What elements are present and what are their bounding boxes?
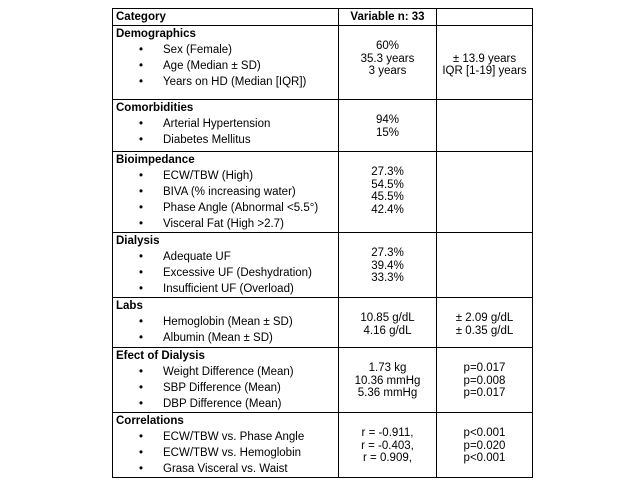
section-category-cell xyxy=(113,298,339,348)
bullet-icon: • xyxy=(139,316,144,328)
list-item xyxy=(113,249,338,265)
section-item-list xyxy=(113,168,338,232)
value-text: 33.3% xyxy=(371,272,404,285)
bullet-icon: • xyxy=(139,251,144,263)
section-value-cell xyxy=(339,26,437,100)
value-text: 10.85 g/dL xyxy=(360,312,415,324)
item-label: BIVA (% increasing water) xyxy=(163,186,296,198)
value-text: 3 years xyxy=(368,65,407,78)
section-row-labs xyxy=(113,298,533,348)
section-title: Bioimpedance xyxy=(116,154,195,166)
value-text: r = -0.403, xyxy=(361,439,414,452)
value-text: 54.5% xyxy=(371,178,404,191)
section-value-cell xyxy=(339,413,437,478)
list-item xyxy=(113,461,338,477)
list-item xyxy=(113,364,338,380)
section-category-cell xyxy=(113,233,339,298)
bullet-icon: • xyxy=(139,398,144,410)
item-label: DBP Difference (Mean) xyxy=(163,398,282,410)
item-label: Albumin (Mean ± SD) xyxy=(163,332,273,344)
bullet-icon: • xyxy=(139,431,144,443)
section-title: Correlations xyxy=(116,415,184,427)
value-text: 10.36 mmHg xyxy=(354,374,421,387)
value-text: r = -0.911, xyxy=(361,427,414,439)
section-title: Labs xyxy=(116,300,143,312)
item-label: Diabetes Mellitus xyxy=(163,134,251,146)
section-category-cell xyxy=(113,100,339,152)
item-label: ECW/TBW (High) xyxy=(163,170,254,182)
bullet-icon: • xyxy=(139,134,144,146)
list-item xyxy=(113,314,338,330)
extra-text: p=0.017 xyxy=(463,362,506,374)
list-item xyxy=(113,445,338,461)
item-label: Insufficient UF (Overload) xyxy=(163,283,294,295)
list-item xyxy=(113,116,338,132)
section-title: Dialysis xyxy=(116,235,160,247)
list-item xyxy=(113,168,338,184)
list-item xyxy=(113,265,338,281)
list-item xyxy=(113,74,338,90)
item-label: Sex (Female) xyxy=(163,44,233,56)
section-extra-cell xyxy=(437,233,533,298)
item-label: SBP Difference (Mean) xyxy=(163,382,281,394)
value-text: r = 0.909, xyxy=(363,452,412,465)
section-item-list xyxy=(113,116,338,148)
extra-text: p<0.001 xyxy=(463,427,506,439)
section-extra-cell xyxy=(437,413,533,478)
bullet-icon: • xyxy=(139,366,144,378)
section-extra-cell xyxy=(437,152,533,233)
list-item xyxy=(113,132,338,148)
bullet-icon: • xyxy=(139,447,144,459)
section-value-cell xyxy=(339,152,437,233)
header-extra xyxy=(437,9,533,26)
value-text: 42.4% xyxy=(371,203,404,216)
extra-text: p=0.020 xyxy=(463,439,506,452)
item-label: Years on HD (Median [IQR]) xyxy=(163,76,307,88)
header-category: Category xyxy=(113,9,339,26)
section-category-cell xyxy=(113,413,339,478)
bullet-icon: • xyxy=(139,382,144,394)
item-label: Visceral Fat (High >2.7) xyxy=(163,218,284,230)
section-item-list xyxy=(113,429,338,477)
bullet-icon: • xyxy=(139,218,144,230)
section-row-bioimpedance xyxy=(113,152,533,233)
item-label: Weight Difference (Mean) xyxy=(163,366,294,378)
section-value-cell xyxy=(339,100,437,152)
value-text: 39.4% xyxy=(371,259,404,272)
section-extra-cell xyxy=(437,298,533,348)
header-variable: Variable n: 33 xyxy=(339,9,437,26)
bullet-icon: • xyxy=(139,202,144,214)
extra-text: p=0.008 xyxy=(463,374,506,387)
extra-text: ± 2.09 g/dL xyxy=(455,312,514,324)
extra-text: IQR [1-19] years xyxy=(442,65,527,78)
list-item xyxy=(113,200,338,216)
bullet-icon: • xyxy=(139,60,144,72)
section-row-efect-of-dialysis xyxy=(113,348,533,413)
bullet-icon: • xyxy=(139,267,144,279)
header-row xyxy=(113,9,533,26)
item-label: ECW/TBW vs. Phase Angle xyxy=(163,431,305,443)
item-label: Age (Median ± SD) xyxy=(163,60,261,72)
section-item-list xyxy=(113,42,338,90)
results-table xyxy=(112,8,533,478)
list-item xyxy=(113,396,338,412)
bullet-icon: • xyxy=(139,186,144,198)
item-label: Hemoglobin (Mean ± SD) xyxy=(163,316,293,328)
section-extra-cell xyxy=(437,26,533,100)
bullet-icon: • xyxy=(139,283,144,295)
item-label: Arterial Hypertension xyxy=(163,118,271,130)
section-item-list xyxy=(113,364,338,412)
extra-text xyxy=(440,40,529,53)
bullet-icon: • xyxy=(139,332,144,344)
section-title: Efect of Dialysis xyxy=(116,350,205,362)
section-title: Demographics xyxy=(116,28,196,40)
extra-text: p=0.017 xyxy=(463,387,506,400)
value-text: 27.3% xyxy=(371,247,404,259)
extra-text: ± 0.35 g/dL xyxy=(455,324,514,337)
section-row-dialysis xyxy=(113,233,533,298)
list-item xyxy=(113,429,338,445)
section-item-list xyxy=(113,249,338,297)
section-row-correlations xyxy=(113,413,533,478)
bullet-icon: • xyxy=(139,44,144,56)
value-text: 45.5% xyxy=(371,191,404,204)
value-text: 60% xyxy=(375,40,400,52)
bullet-icon: • xyxy=(139,118,144,130)
section-category-cell xyxy=(113,348,339,413)
extra-text: p<0.001 xyxy=(463,452,506,465)
list-item xyxy=(113,216,338,232)
list-item xyxy=(113,380,338,396)
section-value-cell xyxy=(339,233,437,298)
section-row-comorbidities xyxy=(113,100,533,152)
section-value-cell xyxy=(339,298,437,348)
value-text: 35.3 years xyxy=(360,52,415,65)
list-item xyxy=(113,58,338,74)
section-row-demographics xyxy=(113,26,533,100)
section-extra-cell xyxy=(437,348,533,413)
item-label: ECW/TBW vs. Hemoglobin xyxy=(163,447,302,459)
bullet-icon: • xyxy=(139,170,144,182)
value-text: 94% xyxy=(375,114,400,126)
list-item xyxy=(113,330,338,346)
list-item xyxy=(113,281,338,297)
item-label: Adequate UF xyxy=(163,251,231,263)
item-label: Excessive UF (Deshydration) xyxy=(163,267,312,279)
value-text: 5.36 mmHg xyxy=(357,387,418,400)
section-value-cell xyxy=(339,348,437,413)
bullet-icon: • xyxy=(139,76,144,88)
section-item-list xyxy=(113,314,338,346)
list-item xyxy=(113,42,338,58)
value-text: 15% xyxy=(375,126,400,139)
extra-text: ± 13.9 years xyxy=(452,52,517,65)
section-category-cell xyxy=(113,152,339,233)
section-title: Comorbidities xyxy=(116,102,194,114)
item-label: Phase Angle (Abnormal <5.5°) xyxy=(163,202,319,214)
value-text: 1.73 kg xyxy=(368,362,407,374)
list-item xyxy=(113,184,338,200)
section-category-cell xyxy=(113,26,339,100)
value-text: 4.16 g/dL xyxy=(363,324,412,337)
value-text: 27.3% xyxy=(371,166,404,178)
bullet-icon: • xyxy=(139,463,144,475)
section-extra-cell xyxy=(437,100,533,152)
item-label: Grasa Visceral vs. Waist xyxy=(163,463,288,475)
